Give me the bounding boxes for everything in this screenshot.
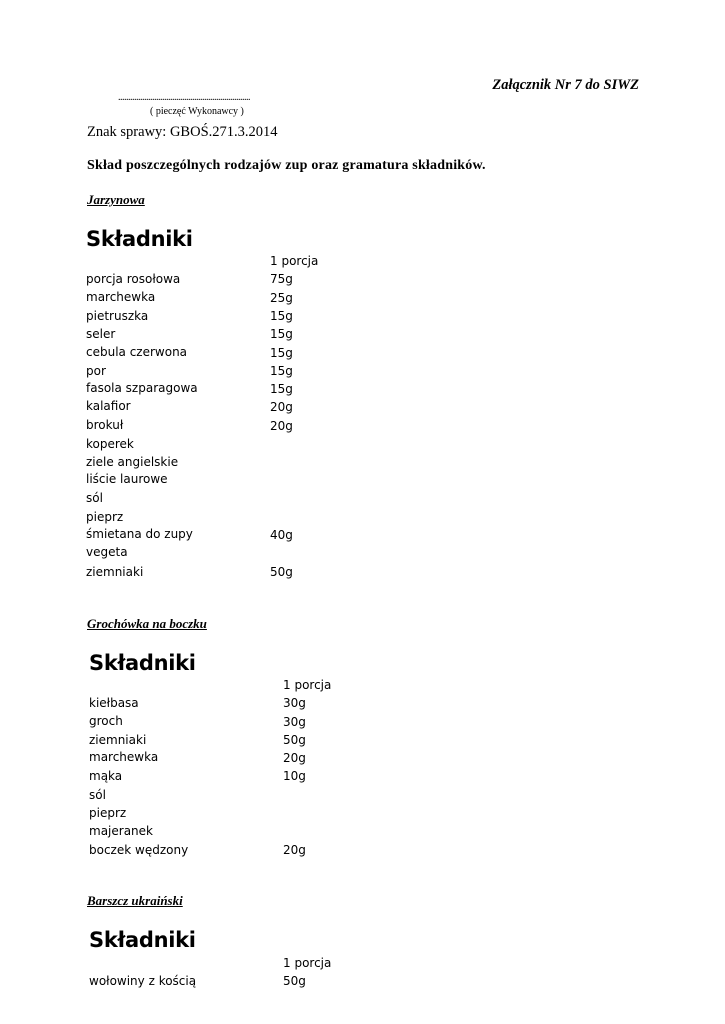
ingredient-amount: 15g xyxy=(270,327,293,341)
ingredient-name: śmietana do zupy xyxy=(86,527,193,541)
ingredient-name: ziele angielskie xyxy=(86,455,179,469)
ingredient-amount: 20g xyxy=(270,419,293,433)
ingredient-amount: 50g xyxy=(283,733,306,747)
ingredient-name: fasola szparagowa xyxy=(86,381,198,395)
ingredient-name: kalafior xyxy=(86,399,131,413)
ingredient-name: koperek xyxy=(86,437,134,451)
ingredient-amount: 10g xyxy=(283,769,306,783)
ingredient-name: ziemniaki xyxy=(86,565,144,579)
portion-header: 1 porcja xyxy=(270,254,319,268)
ingredient-amount: 20g xyxy=(283,843,306,857)
ingredient-amount: 30g xyxy=(283,696,306,710)
ingredient-amount: 75g xyxy=(270,272,293,286)
case-number: Znak sprawy: GBOŚ.271.3.2014 xyxy=(87,124,278,140)
ingredient-name: wołowiny z kością xyxy=(89,974,197,988)
ingredient-name: por xyxy=(86,364,106,378)
ingredient-name: majeranek xyxy=(89,824,153,838)
portion-header: 1 porcja xyxy=(283,956,332,970)
ingredient-name: sól xyxy=(86,491,103,505)
ingredient-amount: 15g xyxy=(270,382,293,396)
ingredient-name: pieprz xyxy=(89,806,127,820)
ingredient-name: porcja rosołowa xyxy=(86,272,181,286)
document-heading: Skład poszczególnych rodzajów zup oraz gramatura składników. xyxy=(87,158,486,173)
soup-title: Barszcz ukraiński xyxy=(87,893,183,908)
ingredient-name: seler xyxy=(86,327,116,341)
ingredient-amount: 15g xyxy=(270,364,293,378)
ingredient-name: boczek wędzony xyxy=(89,843,189,857)
stamp-dotted-line: .................................................................. xyxy=(118,92,250,103)
ingredient-name: liście laurowe xyxy=(86,472,168,486)
ingredient-amount: 20g xyxy=(283,751,306,765)
annex-label: Załącznik Nr 7 do SIWZ xyxy=(492,77,639,93)
stamp-label: ( pieczęć Wykonawcy ) xyxy=(150,106,244,117)
ingredient-amount: 50g xyxy=(283,974,306,988)
ingredient-name: marchewka xyxy=(89,750,159,764)
ingredient-name: vegeta xyxy=(86,545,128,559)
ingredient-name: pieprz xyxy=(86,510,124,524)
ingredient-name: pietruszka xyxy=(86,309,149,323)
ingredient-amount: 25g xyxy=(270,291,293,305)
ingredients-heading: Składniki xyxy=(86,227,193,251)
soup-title: Grochówka na boczku xyxy=(87,616,207,631)
ingredient-amount: 40g xyxy=(270,528,293,542)
ingredient-name: ziemniaki xyxy=(89,733,147,747)
ingredient-amount: 15g xyxy=(270,346,293,360)
ingredients-heading: Składniki xyxy=(89,928,196,952)
soup-title: Jarzynowa xyxy=(87,192,145,207)
ingredient-amount: 30g xyxy=(283,715,306,729)
ingredient-name: groch xyxy=(89,714,123,728)
ingredient-name: mąka xyxy=(89,769,123,783)
portion-header: 1 porcja xyxy=(283,678,332,692)
ingredient-name: cebula czerwona xyxy=(86,345,188,359)
ingredient-name: sól xyxy=(89,788,106,802)
ingredient-name: kiełbasa xyxy=(89,696,139,710)
ingredient-amount: 50g xyxy=(270,565,293,579)
ingredient-name: brokuł xyxy=(86,418,124,432)
ingredient-name: marchewka xyxy=(86,290,156,304)
ingredient-amount: 15g xyxy=(270,309,293,323)
ingredients-heading: Składniki xyxy=(89,651,196,675)
ingredient-amount: 20g xyxy=(270,400,293,414)
